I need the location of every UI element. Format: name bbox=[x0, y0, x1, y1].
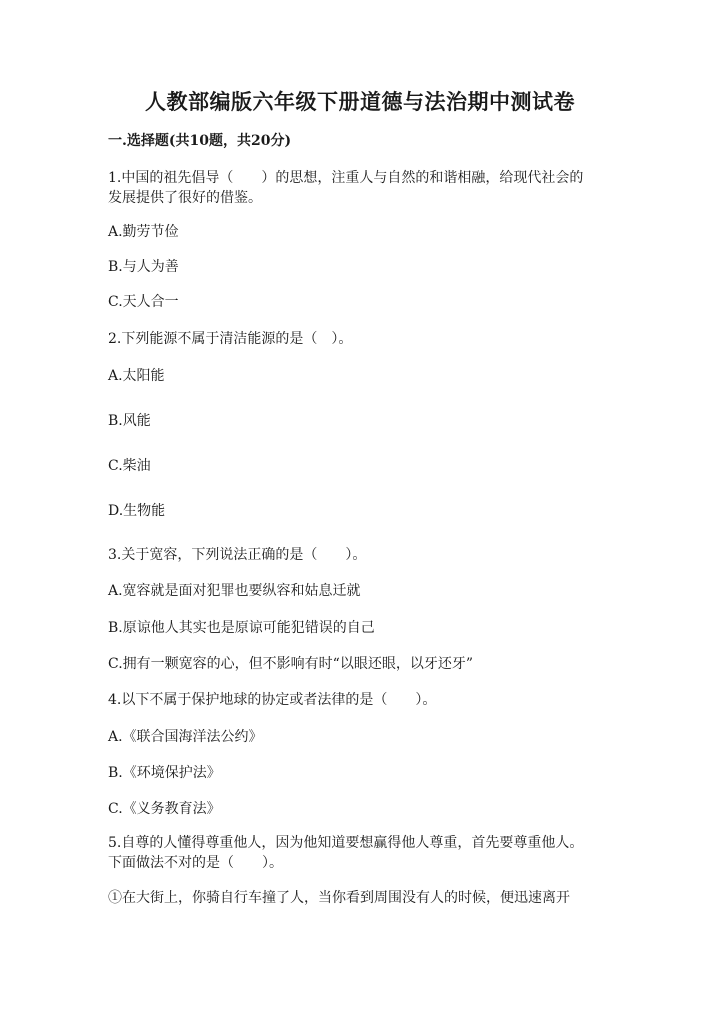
question-1-option-b: B.与人为善 bbox=[108, 259, 179, 275]
question-4-option-a: A.《联合国海洋法公约》 bbox=[108, 729, 263, 745]
question-2-option-b: B.风能 bbox=[108, 413, 151, 429]
question-3-stem: 3.关于宽容，下列说法正确的是（ ）。 bbox=[108, 547, 367, 563]
question-5-item-1: ①在大街上，你骑自行车撞了人，当你看到周围没有人的时候，便迅速离开 bbox=[108, 890, 570, 906]
question-4-stem: 4.以下不属于保护地球的协定或者法律的是（ ）。 bbox=[108, 692, 437, 708]
question-4-option-b: B.《环境保护法》 bbox=[108, 765, 221, 781]
question-5-stem-line-1: 5.自尊的人懂得尊重他人，因为他知道要想赢得他人尊重，首先要尊重他人。 bbox=[108, 835, 584, 851]
question-1-option-a: A.勤劳节俭 bbox=[108, 224, 179, 240]
section-heading: 一.选择题(共10题，共20分) bbox=[108, 133, 292, 149]
question-1-option-c: C.天人合一 bbox=[108, 294, 179, 310]
question-5-stem-line-2: 下面做法不对的是（ ）。 bbox=[108, 855, 283, 871]
question-1-stem-line-1: 1.中国的祖先倡导（ ）的思想，注重人与自然的和谐相融，给现代社会的 bbox=[108, 170, 584, 186]
question-1-stem-line-2: 发展提供了很好的借鉴。 bbox=[108, 190, 262, 206]
page-title: 人教部编版六年级下册道德与法治期中测试卷 bbox=[145, 89, 575, 114]
question-2-option-d: D.生物能 bbox=[108, 503, 166, 519]
question-2-option-c: C.柴油 bbox=[108, 458, 151, 474]
question-3-option-a: A.宽容就是面对犯罪也要纵容和姑息迁就 bbox=[108, 583, 361, 599]
question-2-option-a: A.太阳能 bbox=[108, 368, 165, 384]
question-3-option-b: B.原谅他人其实也是原谅可能犯错误的自己 bbox=[108, 620, 375, 636]
question-4-option-c: C.《义务教育法》 bbox=[108, 801, 221, 817]
question-2-stem: 2.下列能源不属于清洁能源的是（ ）。 bbox=[108, 331, 353, 347]
question-3-option-c: C.拥有一颗宽容的心，但不影响有时“以眼还眼，以牙还牙” bbox=[108, 656, 473, 672]
